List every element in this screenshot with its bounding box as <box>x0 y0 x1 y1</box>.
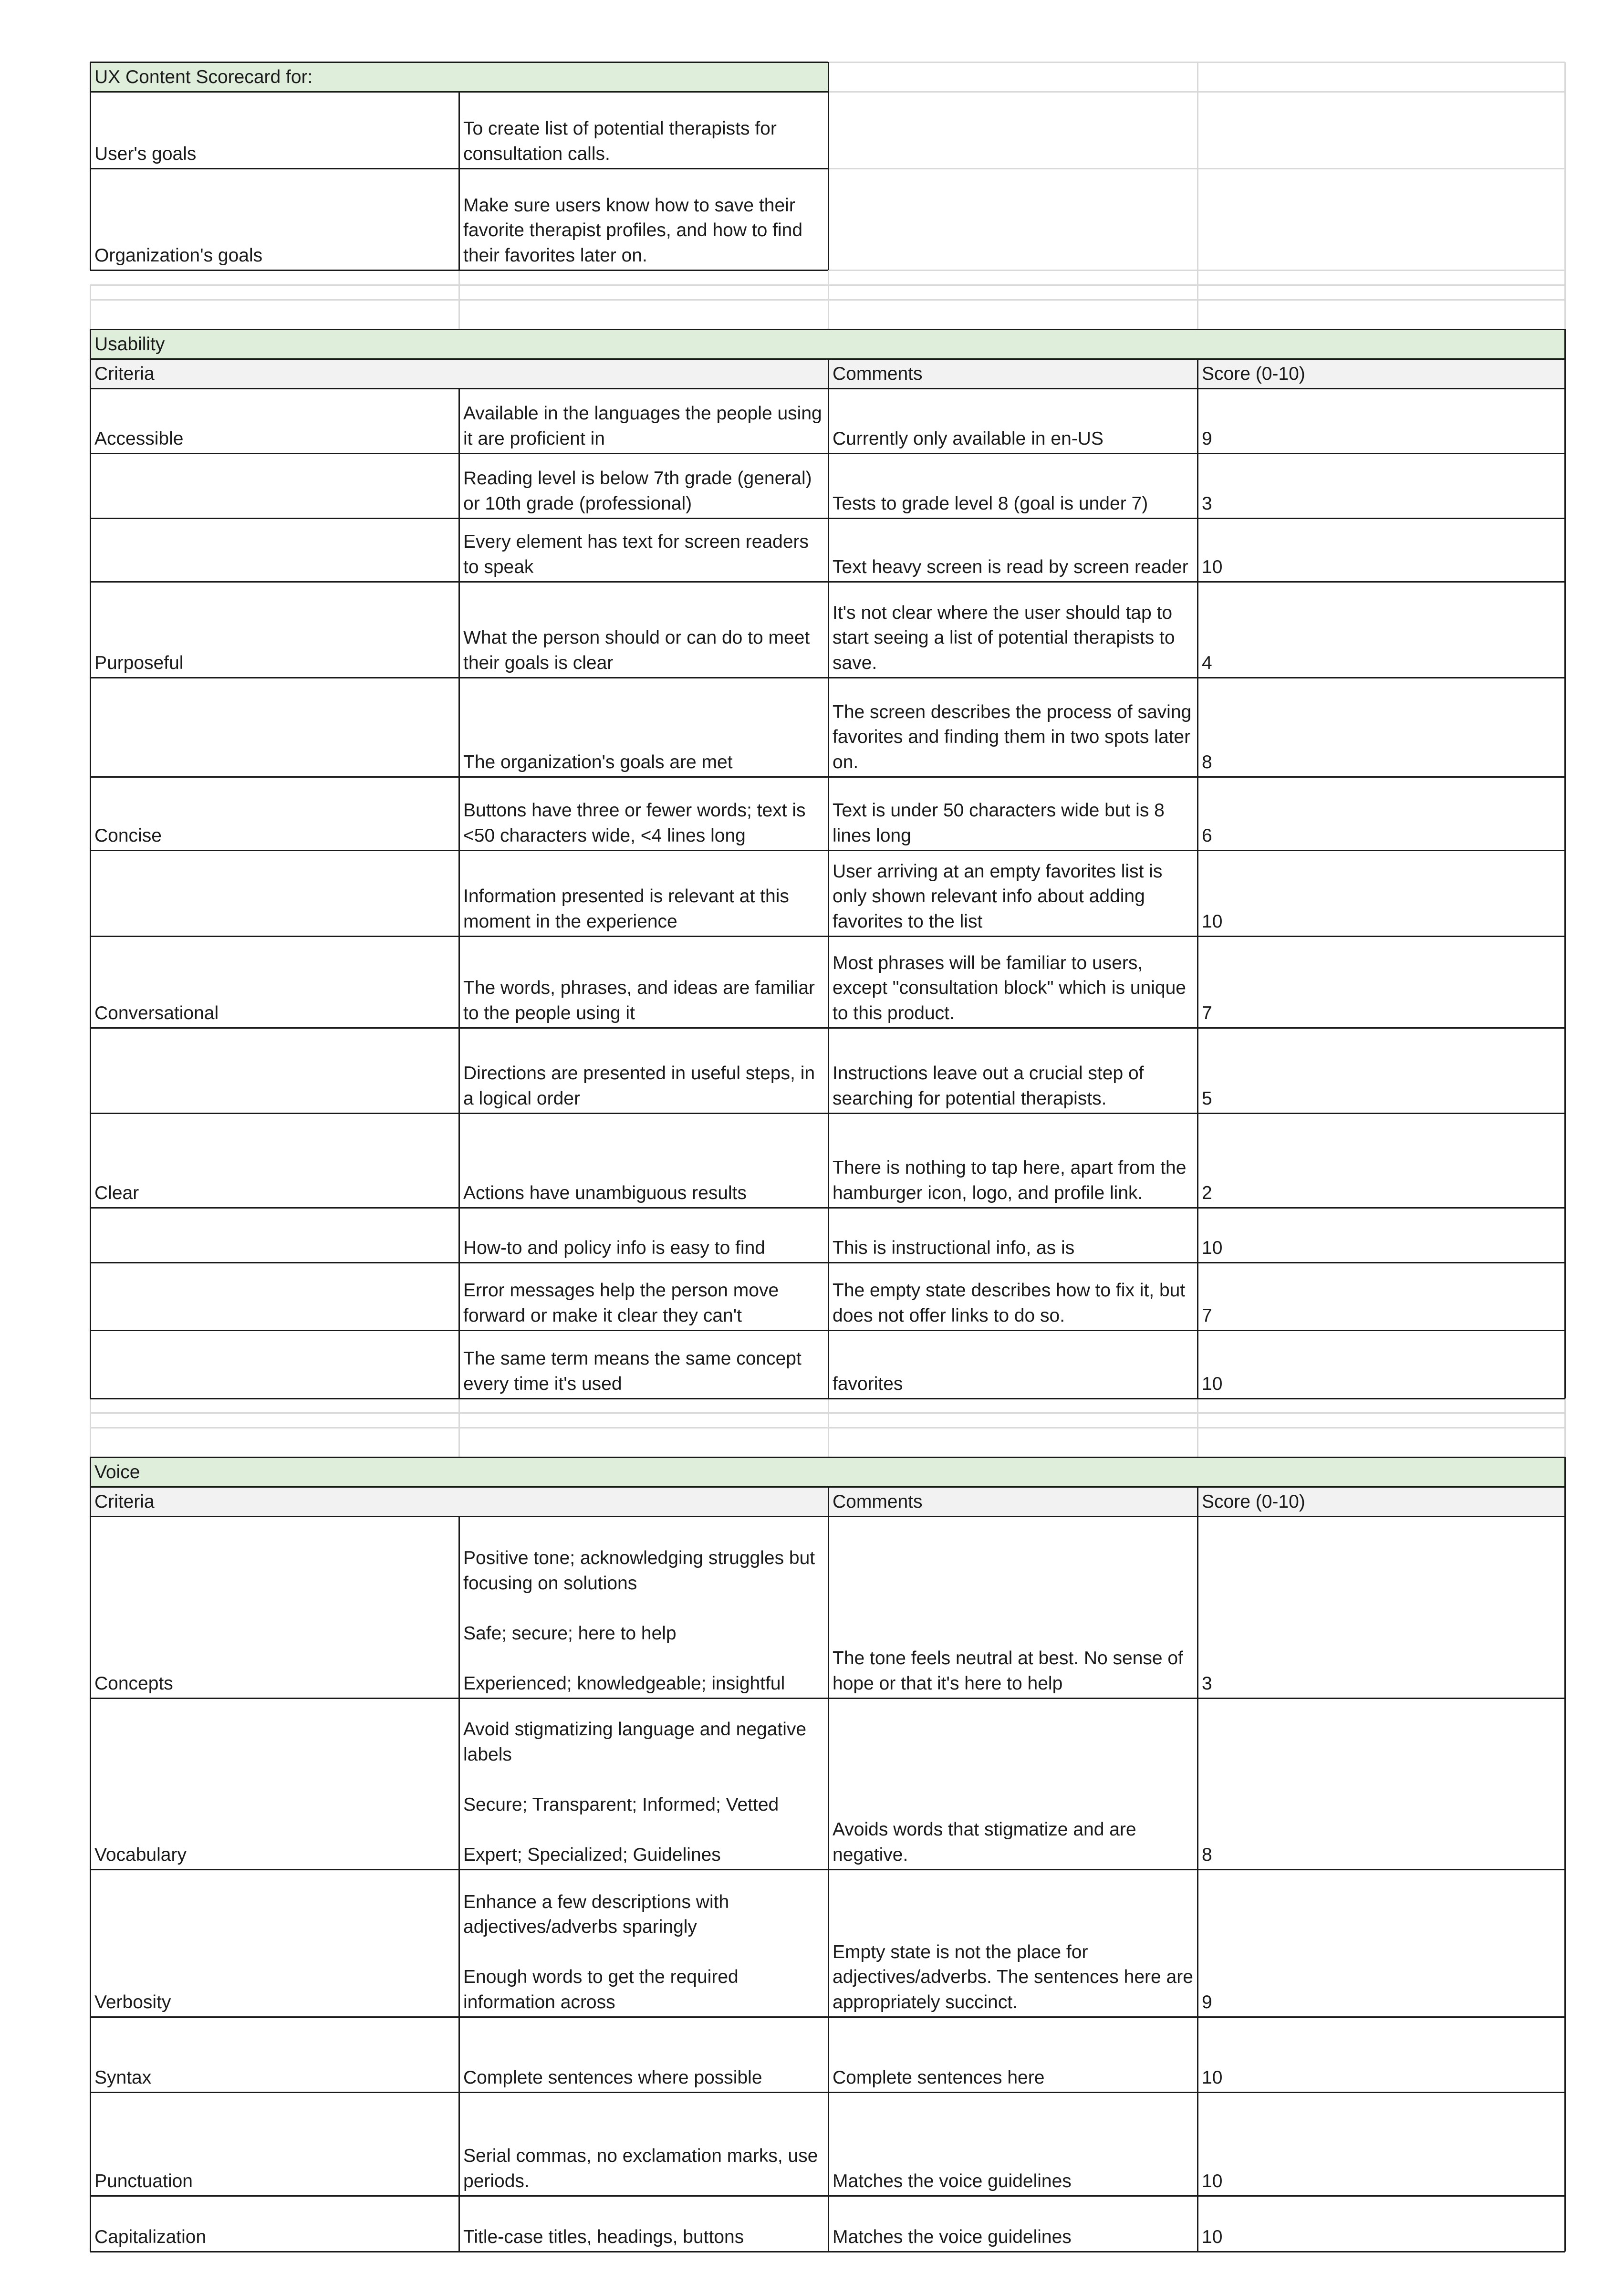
comment-cell[interactable]: This is instructional info, as is <box>833 1237 1075 1258</box>
criterion-cell[interactable]: Clear <box>94 1182 139 1203</box>
criterion-cell[interactable] <box>90 1262 459 1330</box>
org-goals-label[interactable]: Organization's goals <box>94 245 263 266</box>
score-cell[interactable]: 3 <box>1202 493 1212 514</box>
description-cell[interactable]: Avoid stigmatizing language and negative labels Secure; Transparent; Informed; Vetted Expert; Specialized; Guidelines <box>463 1719 807 1865</box>
description-cell[interactable]: Title-case titles, headings, buttons <box>463 2226 744 2247</box>
grid-line <box>458 92 460 270</box>
comment-cell[interactable]: Currently only available in en-US <box>833 428 1103 449</box>
score-cell[interactable]: 8 <box>1202 1844 1212 1865</box>
score-cell[interactable]: 10 <box>1202 1373 1223 1394</box>
comment-cell[interactable]: It's not clear where the user should tap to start seeing a list of potential therapists to save. <box>833 602 1175 673</box>
users-goals-label[interactable]: User's goals <box>94 143 197 164</box>
description-cell[interactable]: The same term means the same concept every time it's used <box>463 1348 802 1394</box>
description-cell[interactable]: Available in the languages the people using it are proficient in <box>463 403 822 449</box>
grid-line <box>828 1487 829 2252</box>
grid-line <box>828 270 1565 271</box>
description-cell[interactable]: Serial commas, no exclamation marks, use periods. <box>463 2146 818 2191</box>
comment-cell[interactable]: Instructions leave out a crucial step of searching for potential therapists. <box>833 1063 1144 1109</box>
grid-line <box>90 62 91 270</box>
criterion-cell[interactable] <box>90 678 459 777</box>
comment-cell[interactable]: Empty state is not the place for adjectives/adverbs. The sentences here are appropriately succinct. <box>833 1941 1193 2012</box>
description-cell[interactable]: Positive tone; acknowledging struggles but focusing on solutions Safe; secure; here to help Experienced; knowledgeable; insightful <box>463 1548 815 1694</box>
grid-line <box>90 329 91 1398</box>
description-cell[interactable]: Reading level is below 7th grade (general) or 10th grade (professional) <box>463 468 812 514</box>
grid-line <box>90 1457 91 2252</box>
comments-header[interactable]: Comments <box>833 1491 923 1512</box>
score-cell[interactable]: 9 <box>1202 428 1212 449</box>
criterion-cell[interactable]: Punctuation <box>94 2170 193 2191</box>
grid-line <box>828 91 1565 93</box>
grid-line <box>1197 1398 1198 1457</box>
score-cell[interactable]: 7 <box>1202 1305 1212 1326</box>
score-cell[interactable]: 10 <box>1202 556 1223 577</box>
criterion-cell[interactable] <box>90 1028 459 1113</box>
criterion-cell[interactable]: Concise <box>94 825 162 846</box>
score-cell[interactable]: 10 <box>1202 2067 1223 2088</box>
criterion-cell[interactable] <box>90 850 459 936</box>
grid-line <box>1564 62 1566 329</box>
score-cell[interactable]: 7 <box>1202 1002 1212 1023</box>
comment-cell[interactable]: Tests to grade level 8 (goal is under 7) <box>833 493 1148 514</box>
grid-line <box>828 1398 829 1457</box>
comment-cell[interactable]: The tone feels neutral at best. No sense of hope or that it's here to help <box>833 1648 1183 1694</box>
score-cell[interactable]: 2 <box>1202 1182 1212 1203</box>
grid-line <box>1564 1398 1566 1457</box>
grid-line <box>458 1516 460 2252</box>
criteria-header[interactable]: Criteria <box>94 1491 155 1512</box>
description-cell[interactable]: How-to and policy info is easy to find <box>463 1237 765 1258</box>
comment-cell[interactable]: The empty state describes how to fix it, but does not offer links to do so. <box>833 1280 1186 1326</box>
score-cell[interactable]: 10 <box>1202 2226 1223 2247</box>
score-cell[interactable]: 4 <box>1202 652 1212 673</box>
criterion-cell[interactable]: Syntax <box>94 2067 152 2088</box>
score-cell[interactable]: 10 <box>1202 2170 1223 2191</box>
criterion-cell[interactable] <box>90 1208 459 1262</box>
description-cell[interactable]: Enhance a few descriptions with adjectives/adverbs sparingly Enough words to get the required information across <box>463 1891 739 2012</box>
score-header[interactable]: Score (0-10) <box>1202 363 1305 384</box>
criterion-cell[interactable] <box>90 518 459 582</box>
score-cell[interactable]: 5 <box>1202 1088 1212 1109</box>
criterion-cell[interactable]: Vocabulary <box>94 1844 187 1865</box>
score-cell[interactable]: 6 <box>1202 825 1212 846</box>
criterion-cell[interactable] <box>90 1330 459 1398</box>
users-goals-value[interactable]: To create list of potential therapists for consultation calls. <box>463 118 777 164</box>
usability-section-title[interactable]: Usability <box>94 334 165 355</box>
comment-cell[interactable]: Avoids words that stigmatize and are negative. <box>833 1819 1136 1865</box>
grid-line <box>90 285 91 329</box>
description-cell[interactable]: Information presented is relevant at this moment in the experience <box>463 886 789 932</box>
criterion-cell[interactable]: Capitalization <box>94 2226 207 2247</box>
grid-line <box>828 62 829 270</box>
description-cell[interactable]: Complete sentences where possible <box>463 2067 762 2088</box>
comment-cell[interactable]: Matches the voice guidelines <box>833 2226 1072 2247</box>
description-cell[interactable]: Actions have unambiguous results <box>463 1182 747 1203</box>
comment-cell[interactable]: favorites <box>833 1373 903 1394</box>
grid-line <box>828 168 1565 169</box>
score-cell[interactable]: 8 <box>1202 751 1212 772</box>
voice-section-title[interactable]: Voice <box>94 1461 140 1482</box>
criteria-header[interactable]: Criteria <box>94 363 155 384</box>
score-cell[interactable]: 10 <box>1202 911 1223 932</box>
scorecard-title[interactable]: UX Content Scorecard for: <box>94 66 313 87</box>
description-cell[interactable]: The organization's goals are met <box>463 751 733 772</box>
score-cell[interactable]: 9 <box>1202 1991 1212 2012</box>
comment-cell[interactable]: The screen describes the process of saving favorites and finding them in two spots later on. <box>833 701 1192 772</box>
comment-cell[interactable]: Most phrases will be familiar to users, except "consultation block" which is unique to this product. <box>833 952 1186 1023</box>
score-header[interactable]: Score (0-10) <box>1202 1491 1305 1512</box>
grid-line <box>90 62 828 63</box>
comment-cell[interactable]: Text is under 50 characters wide but is 8 lines long <box>833 800 1165 846</box>
comments-header[interactable]: Comments <box>833 363 923 384</box>
criterion-cell[interactable]: Conversational <box>94 1002 219 1023</box>
comment-cell[interactable]: User arriving at an empty favorites list is only shown relevant info about adding favorites to the list <box>833 861 1163 932</box>
grid-line <box>458 270 460 329</box>
grid-line <box>1197 359 1198 1398</box>
grid-line <box>828 270 829 329</box>
description-cell[interactable]: Directions are presented in useful steps, in a logical order <box>463 1063 815 1109</box>
comment-cell[interactable]: Complete sentences here <box>833 2067 1045 2088</box>
criterion-cell[interactable]: Accessible <box>94 428 184 449</box>
grid-line <box>1564 1457 1566 2252</box>
grid-line <box>1197 1487 1198 2252</box>
description-cell[interactable]: The words, phrases, and ideas are familiar to the people using it <box>463 978 815 1023</box>
grid-line <box>90 1457 1565 1458</box>
criterion-cell[interactable]: Verbosity <box>94 1991 171 2012</box>
comment-cell[interactable]: Matches the voice guidelines <box>833 2170 1072 2191</box>
grid-line <box>828 359 829 1398</box>
criterion-cell[interactable]: Purposeful <box>94 652 184 673</box>
grid-line <box>90 1398 91 1457</box>
description-cell[interactable]: Every element has text for screen readers to speak <box>463 532 809 577</box>
comment-cell[interactable]: Text heavy screen is read by screen reader <box>833 556 1188 577</box>
description-cell[interactable]: What the person should or can do to meet their goals is clear <box>463 627 810 673</box>
grid-line <box>1564 329 1566 1398</box>
grid-line <box>458 1398 460 1457</box>
grid-line <box>90 329 1565 330</box>
criterion-cell[interactable] <box>90 453 459 518</box>
grid-line <box>458 388 460 1398</box>
grid-line <box>828 62 1565 63</box>
score-cell[interactable]: 3 <box>1202 1673 1212 1694</box>
grid-line <box>1197 270 1198 329</box>
org-goals-value[interactable]: Make sure users know how to save their favorite therapist profiles, and how to find their favorites later on. <box>463 195 803 266</box>
description-cell[interactable]: Error messages help the person move forward or make it clear they can't <box>463 1280 779 1326</box>
score-cell[interactable]: 10 <box>1202 1237 1223 1258</box>
criterion-cell[interactable]: Concepts <box>94 1673 173 1694</box>
comment-cell[interactable]: There is nothing to tap here, apart from the hamburger icon, logo, and profile link. <box>833 1157 1187 1203</box>
description-cell[interactable]: Buttons have three or fewer words; text is <50 characters wide, <4 lines long <box>463 800 806 846</box>
